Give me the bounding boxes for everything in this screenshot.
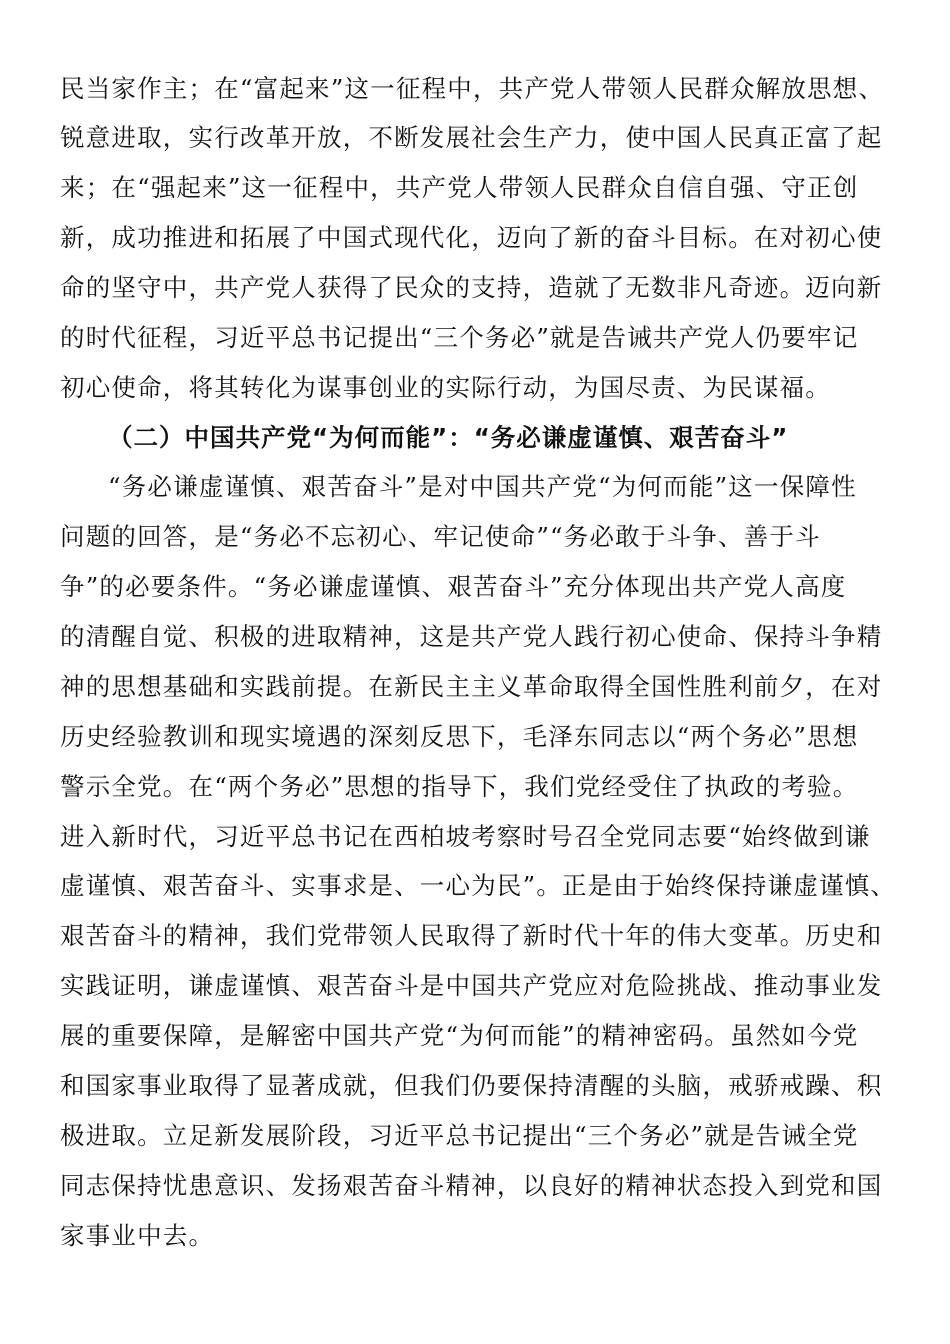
- paragraph-2-line-13: 和国家事业取得了显著成就，但我们仍要保持清醒的头脑，戒骄戒躁、积: [60, 1071, 883, 1100]
- paragraph-2-line-12: 展的重要保障，是解密中国共产党“为何而能”的精神密码。虽然如今党: [60, 1021, 859, 1050]
- paragraph-1-line-7: 初心使命，将其转化为谋事创业的实际行动，为国尽责、为民谋福。: [60, 373, 831, 402]
- paragraph-2-line-14: 极进取。立足新发展阶段，习近平总书记提出“三个务必”就是告诫全党: [60, 1121, 859, 1150]
- paragraph-2-line-2: 问题的回答，是“务必不忘初心、牢记使命”“务必敢于斗争、善于斗: [60, 522, 821, 551]
- paragraph-2-line-10: 艰苦奋斗的精神，我们党带领人民取得了新时代十年的伟大变革。历史和: [60, 921, 883, 950]
- paragraph-1-line-4: 新，成功推进和拓展了中国式现代化，迈向了新的奋斗目标。在对初心使: [60, 223, 883, 252]
- paragraph-2-line-1: “务必谦虚谨慎、艰苦奋斗”是对中国共产党“为何而能”这一保障性: [108, 472, 857, 501]
- paragraph-2-line-16: 家事业中去。: [60, 1221, 215, 1250]
- paragraph-1-line-5: 命的坚守中，共产党人获得了民众的支持，造就了无数非凡奇迹。迈向新: [60, 273, 883, 302]
- paragraph-2-line-11: 实践证明，谦虚谨慎、艰苦奋斗是中国共产党应对危险挑战、推动事业发: [60, 971, 883, 1000]
- paragraph-1-line-2: 锐意进取，实行改革开放，不断发展社会生产力，使中国人民真正富了起: [60, 123, 883, 152]
- section-heading: （二）中国共产党“为何而能”：“务必谦虚谨慎、艰苦奋斗”: [108, 423, 789, 452]
- paragraph-2-line-9: 虚谨慎、艰苦奋斗、实事求是、一心为民”。正是由于始终保持谦虚谨慎、: [60, 871, 897, 900]
- paragraph-1-line-6: 的时代征程，习近平总书记提出“三个务必”就是告诫共产党人仍要牢记: [60, 323, 859, 352]
- paragraph-2-line-5: 神的思想基础和实践前提。在新民主主义革命取得全国性胜利前夕，在对: [60, 672, 883, 701]
- paragraph-1-line-3: 来；在“强起来”这一征程中，共产党人带领人民群众自信自强、守正创: [60, 173, 859, 202]
- paragraph-2-line-4: 的清醒自觉、积极的进取精神，这是共产党人践行初心使命、保持斗争精: [60, 622, 883, 651]
- paragraph-2-line-15: 同志保持忧患意识、发扬艰苦奋斗精神，以良好的精神状态投入到党和国: [60, 1171, 883, 1200]
- paragraph-2-line-8: 进入新时代，习近平总书记在西柏坡考察时号召全党同志要“始终做到谦: [60, 822, 871, 851]
- paragraph-1-line-1: 民当家作主；在“富起来”这一征程中，共产党人带领人民群众解放思想、: [60, 74, 885, 103]
- paragraph-2-line-3: 争”的必要条件。“务必谦虚谨慎、艰苦奋斗”充分体现出共产党人高度: [60, 572, 847, 601]
- paragraph-2-line-7: 警示全党。在“两个务必”思想的指导下，我们党经受住了执政的考验。: [60, 772, 859, 801]
- paragraph-2-line-6: 历史经验教训和现实境遇的深刻反思下，毛泽东同志以“两个务必”思想: [60, 722, 859, 751]
